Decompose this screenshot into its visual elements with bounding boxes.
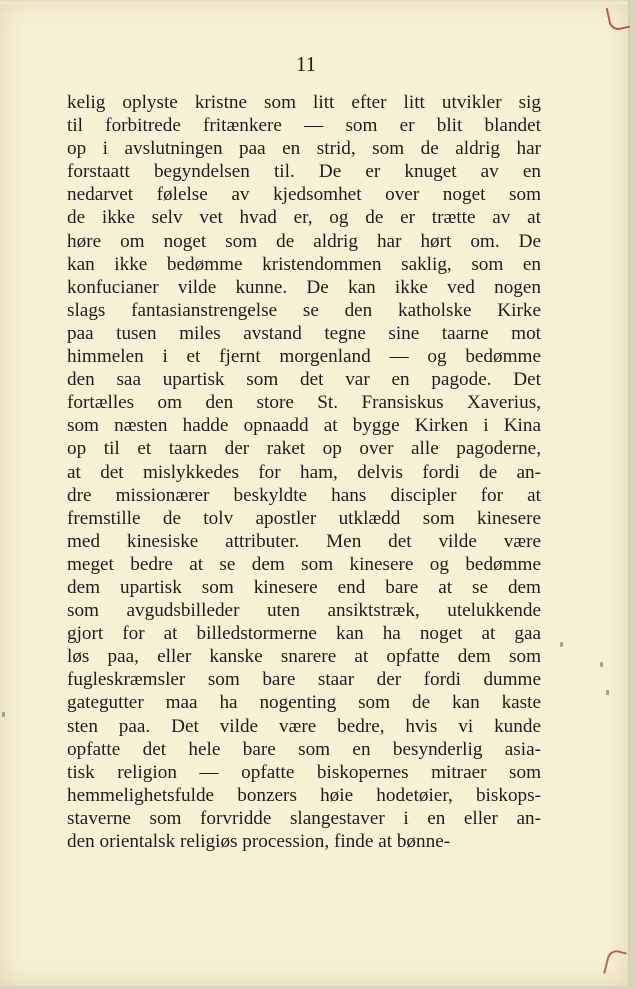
text-line: nedarvet følelse av kjedsomhet over noget som	[67, 184, 541, 206]
text-line: løs paa, eller kanske snarere at opfatte dem som	[67, 646, 541, 668]
text-line: den orientalsk religiøs procession, finde at bønne-	[67, 831, 451, 852]
text-line: slags fantasianstrengelse se den katholske Kirke	[67, 299, 541, 321]
text-line: konfucianer vilde kunne. De kan ikke ved nogen	[67, 276, 541, 298]
text-line: til forbitrede fritænkere — som er blit blandet	[67, 115, 541, 137]
text-line: gjort for at billedstormerne kan ha noget at gaa	[67, 623, 541, 645]
text-line: de ikke selv vet hvad er, og de er trætte av at	[67, 207, 541, 229]
text-line: staverne som forvridde slangestaver i en eller an-	[67, 807, 541, 829]
corner-mark-top	[606, 4, 631, 32]
page-top-edge	[0, 0, 628, 4]
text-line: sten paa. Det vilde være bedre, hvis vi kunde	[67, 715, 541, 737]
text-line: som næsten hadde opnaadd at bygge Kirken i Kina	[67, 415, 541, 437]
corner-mark-bottom	[603, 948, 627, 978]
margin-speck	[600, 662, 603, 667]
text-line: dre missionærer beskyldte hans discipler for at	[67, 484, 541, 506]
text-line: fortælles om den store St. Fransiskus Xaverius,	[67, 392, 541, 414]
body-text	[67, 91, 541, 853]
text-line: med kinesiske attributer. Men det vilde være	[67, 530, 541, 552]
text-line: den saa upartisk som det var en pagode. Det	[67, 369, 541, 391]
text-line: dem upartisk som kinesere end bare at se dem	[67, 576, 541, 598]
text-line: gategutter maa ha nogenting som de kan kaste	[67, 692, 541, 714]
text-line: paa tusen miles avstand tegne sine taarne mot	[67, 322, 541, 344]
text-line: kelig oplyste kristne som litt efter litt utvikler sig	[67, 92, 541, 113]
margin-speck	[560, 642, 563, 647]
text-line: meget bedre at se dem som kinesere og bedømme	[67, 553, 541, 575]
text-line: opfatte det hele bare som en besynderlig asia-	[67, 738, 541, 760]
text-line: himmelen i et fjernt morgenland — og bedømme	[67, 346, 541, 368]
text-line: kan ikke bedømme kristendommen saklig, som en	[67, 253, 541, 275]
margin-speck	[2, 712, 5, 717]
page-number: 11	[295, 52, 317, 76]
margin-speck	[606, 690, 609, 695]
text-line: som avgudsbilleder uten ansiktstræk, utelukkende	[67, 600, 541, 622]
text-line: fugleskræmsler som bare staar der fordi dumme	[67, 669, 541, 691]
text-line: fremstille de tolv apostler utklædd som kinesere	[67, 507, 541, 529]
text-line: op til et taarn der raket op over alle pagoderne,	[67, 438, 541, 460]
text-line: op i avslutningen paa en strid, som de aldrig har	[67, 138, 541, 160]
text-line: at det mislykkedes for ham, delvis fordi de an-	[67, 461, 541, 483]
text-line: forstaatt begyndelsen til. De er knuget av en	[67, 161, 541, 183]
text-line: høre om noget som de aldrig har hørt om. De	[67, 230, 541, 252]
text-line: hemmelighetsfulde bonzers høie hodetøier, biskops-	[67, 784, 541, 806]
text-line: tisk religion — opfatte biskopernes mitraer som	[67, 761, 541, 783]
